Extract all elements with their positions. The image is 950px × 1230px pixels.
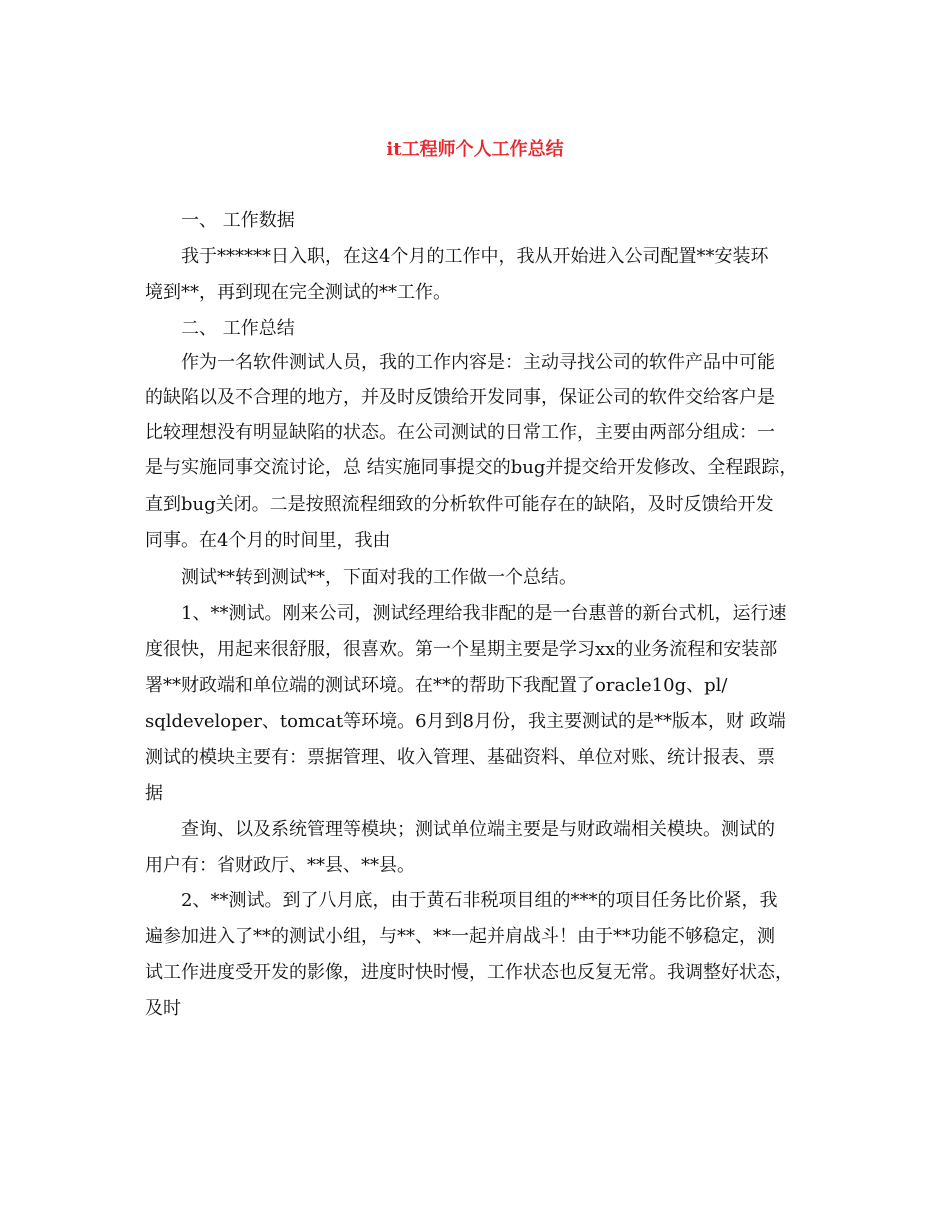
paragraph-line: sqldeveloper、tomcat等环境。6月到8月份，我主要测试的是**版本，财 政端 (145, 711, 786, 732)
paragraph-line: 直到bug关闭。二是按照流程细致的分析软件可能存在的缺陷，及时反馈给开发 (145, 494, 774, 515)
paragraph-line: 测试的模块主要有：票据管理、收入管理、基础资料、单位对账、统计报表、票 (145, 747, 775, 768)
paragraph-line: 比较理想没有明显缺陷的状态。在公司测试的日常工作，主要由两部分组成：一 (145, 422, 775, 443)
section-heading-work-data: 一、 工作数据 (181, 210, 295, 231)
paragraph-line: 境到**，再到现在完全测试的**工作。 (145, 282, 451, 303)
paragraph-line: 及时 (145, 998, 181, 1019)
paragraph-line: 查询、以及系统管理等模块；测试单位端主要是与财政端相关模块。测试的 (181, 819, 775, 840)
paragraph-line: 测试**转到测试**，下面对我的工作做一个总结。 (181, 567, 577, 588)
document-title: it工程师个人工作总结 (386, 139, 564, 160)
paragraph-line: 遍参加进入了**的测试小组，与**、**一起并肩战斗！由于**功能不够稳定，测 (145, 926, 775, 947)
paragraph-line: 同事。在4个月的时间里，我由 (145, 530, 391, 551)
paragraph-line: 作为一名软件测试人员，我的工作内容是：主动寻找公司的软件产品中可能 (181, 352, 775, 373)
section-heading-work-summary: 二、 工作总结 (181, 318, 295, 339)
paragraph-line: 用户有：省财政厅、**县、**县。 (145, 855, 415, 876)
paragraph-line: 我于******日入职，在这4个月的工作中，我从开始进入公司配置**安装环 (181, 246, 769, 267)
paragraph-line: 署**财政端和单位端的测试环境。在**的帮助下我配置了oracle10g、pl/ (145, 675, 728, 696)
paragraph-line: 的缺陷以及不合理的地方，并及时反馈给开发同事，保证公司的软件交给客户是 (145, 387, 775, 408)
paragraph-line: 据 (145, 783, 163, 804)
paragraph-line: 试工作进度受开发的影像，进度时快时慢，工作状态也反复无常。我调整好状态， (145, 962, 793, 983)
paragraph-line: 是与实施同事交流讨论，总 结实施同事提交的bug并提交给开发修改、全程跟踪， (145, 457, 798, 478)
paragraph-line: 2、**测试。到了八月底，由于黄石非税项目组的***的项目任务比价紧，我 (181, 890, 778, 911)
paragraph-line: 度很快，用起来很舒服，很喜欢。第一个星期主要是学习xx的业务流程和安装部 (145, 639, 778, 660)
paragraph-line: 1、**测试。刚来公司，测试经理给我非配的是一台惠普的新台式机，运行速 (181, 603, 787, 624)
